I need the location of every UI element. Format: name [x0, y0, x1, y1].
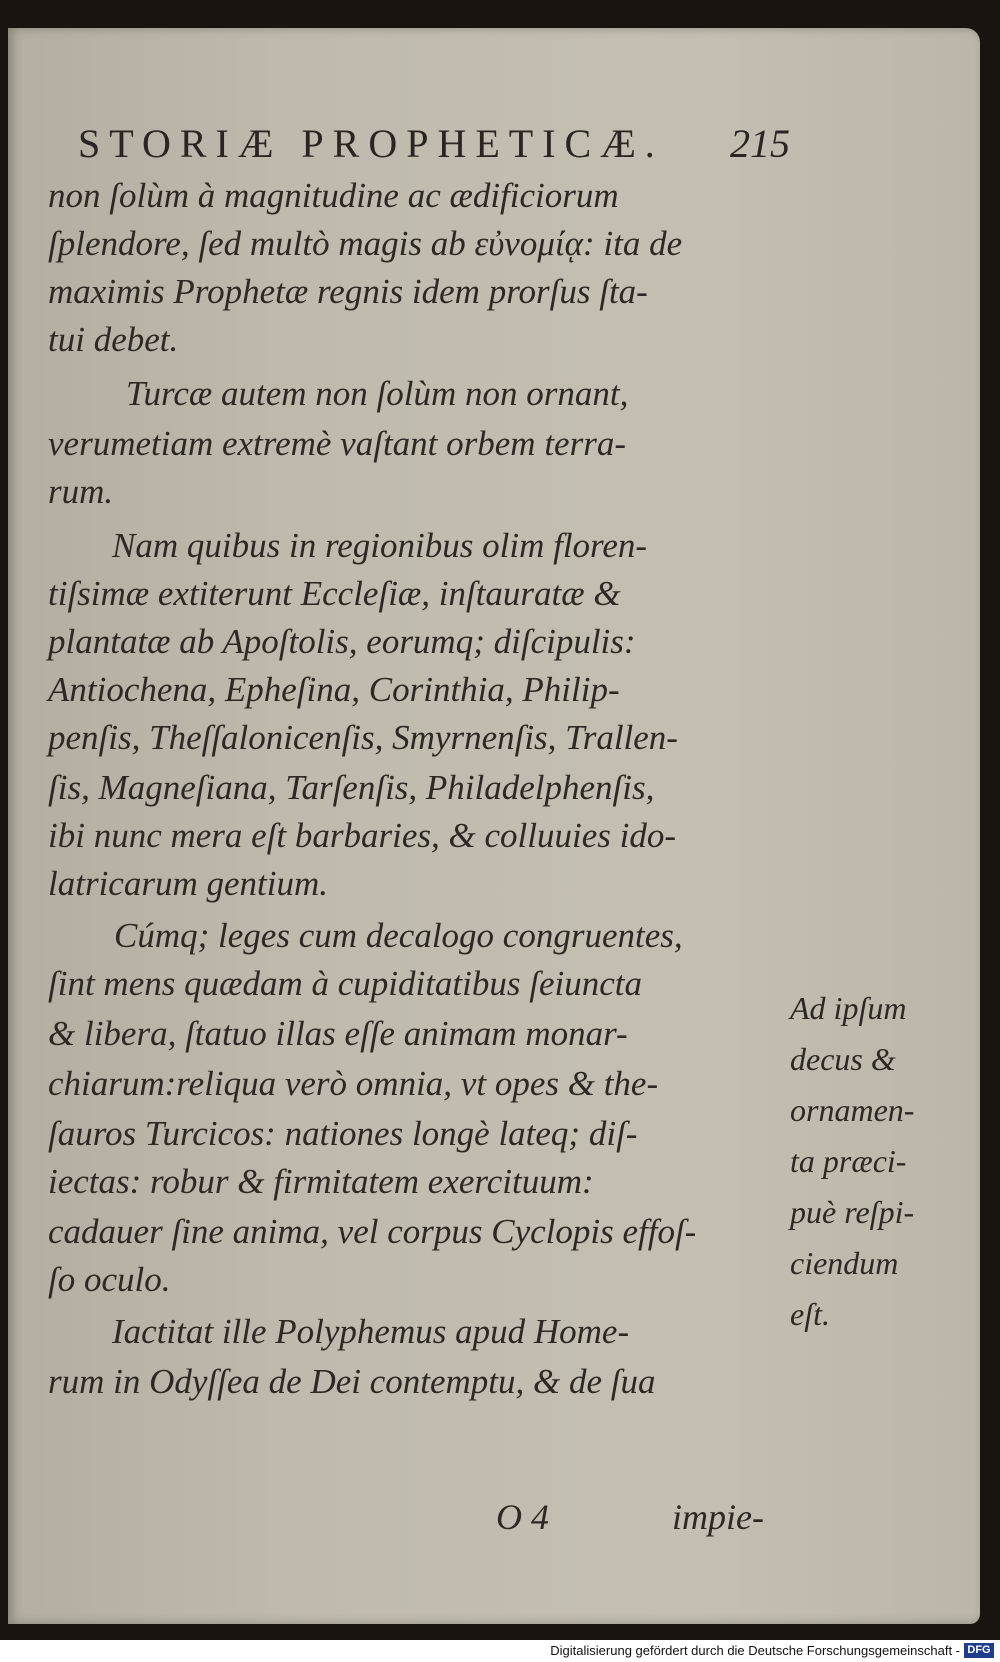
book-page: [8, 28, 980, 1624]
text-line: verumetiam extremè vaſtant orbem terra-: [48, 424, 626, 463]
text-line: cadauer ſine anima, vel corpus Cyclopis effoſ-: [48, 1212, 697, 1251]
margin-note-line: puè reſpi-: [790, 1194, 915, 1230]
text-line: Cúmq; leges cum decalogo congruentes,: [114, 916, 683, 955]
catchword: impie-: [672, 1497, 764, 1537]
text-line: tui debet.: [48, 320, 179, 359]
text-line: Nam quibus in regionibus olim floren-: [112, 526, 648, 565]
text-line: non ſolùm à magnitudine ac ædificiorum: [48, 176, 619, 215]
text-line: Iactitat ille Polyphemus apud Home-: [112, 1312, 630, 1351]
text-line: ſplendore, ſed multò magis ab εὐνομίᾳ: ita de: [48, 224, 683, 263]
text-line: Turcæ autem non ſolùm non ornant,: [126, 374, 629, 413]
text-line: ſis, Magneſiana, Tarſenſis, Philadelphenſis,: [48, 768, 655, 807]
page-number: 215: [730, 121, 790, 166]
margin-note-line: eſt.: [790, 1296, 830, 1332]
text-line: tiſsimæ extiterunt Eccleſiæ, inſtauratæ &: [48, 574, 621, 613]
text-line: rum.: [48, 472, 114, 511]
margin-note-line: ta præci-: [790, 1143, 907, 1179]
margin-note: [790, 983, 914, 1340]
text-line: & libera, ſtatuo illas eſſe animam monar-: [48, 1014, 628, 1053]
text-line: rum in Odyſſea de Dei contemptu, & de ſua: [48, 1362, 656, 1401]
text-line: penſis, Theſſalonicenſis, Smyrnenſis, Trallen-: [48, 718, 678, 757]
text-line: ſint mens quædam à cupiditatibus ſeiuncta: [48, 964, 642, 1003]
text-line: latricarum gentium.: [48, 864, 328, 903]
text-line: iectas: robur & firmitatem exercituum:: [48, 1162, 594, 1201]
text-line: ibi nunc mera eſt barbaries, & colluuies ido-: [48, 816, 676, 855]
dfg-logo: DFG: [964, 1643, 994, 1658]
margin-note-line: ciendum: [790, 1245, 899, 1281]
text-line: maximis Prophetæ regnis idem prorſus ſta-: [48, 272, 648, 311]
text-line: chiarum:reliqua verò omnia, vt opes & the-: [48, 1064, 659, 1103]
text-line: ſo oculo.: [48, 1260, 171, 1299]
text-line: ſauros Turcicos: nationes longè lateq; diſ-: [48, 1114, 638, 1153]
margin-note-line: decus &: [790, 1041, 896, 1077]
text-line: plantatæ ab Apoſtolis, eorumq; diſcipulis:: [48, 622, 636, 661]
footer-credit: Digitalisierung gefördert durch die Deutsche Forschungsgemeinschaft -: [550, 1643, 960, 1658]
margin-note-line: ornamen-: [790, 1092, 915, 1128]
running-title: STORIÆ PROPHETICÆ.: [78, 121, 664, 166]
text-line: Antiochena, Epheſina, Corinthia, Philip-: [48, 670, 620, 709]
margin-note-line: Ad ipſum: [790, 990, 907, 1026]
signature-mark: O 4: [496, 1497, 549, 1537]
